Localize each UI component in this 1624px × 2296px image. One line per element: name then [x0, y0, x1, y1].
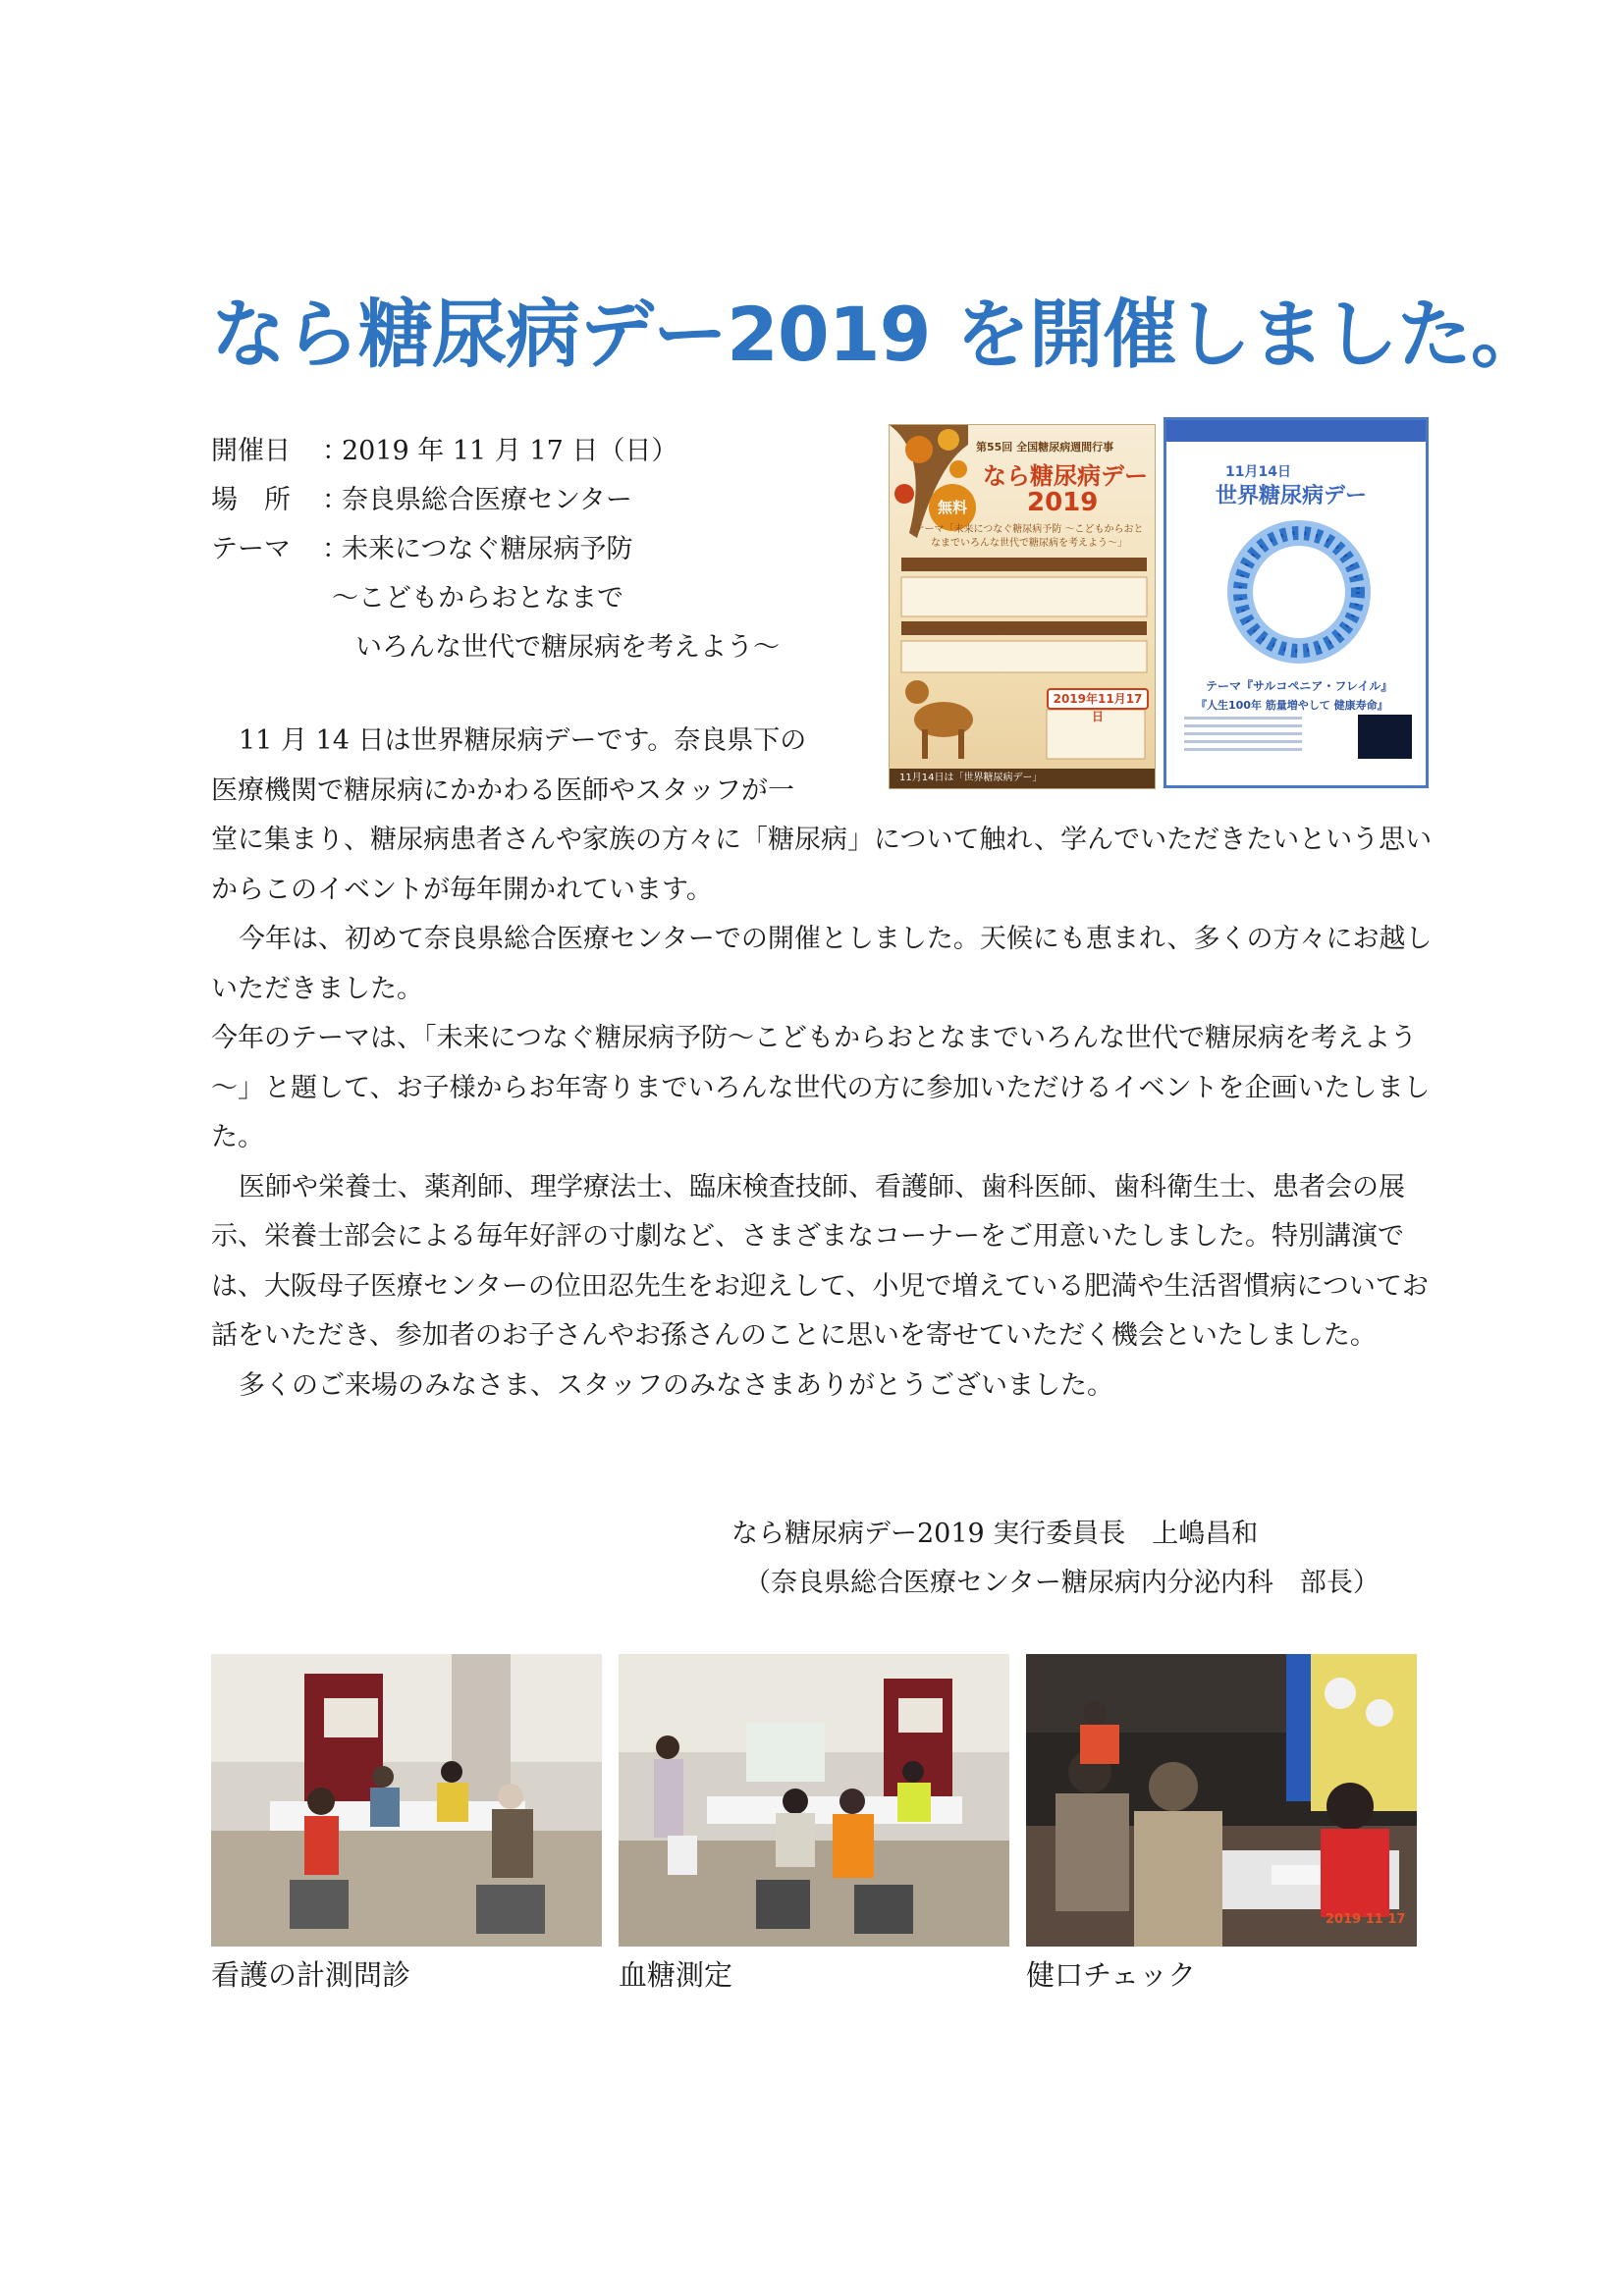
- flyer-footer: 11月14日は「世界糖尿病デー」: [890, 769, 1156, 788]
- flyer-theme: テーマ「未来につなぐ糖尿病予防 ～こどもからおとなまでいろんな世代で糖尿病を考えよう～」: [914, 524, 1144, 549]
- photo-nursing-interview: [211, 1654, 602, 1947]
- flyer-header: 第55回 全国糖尿病週間行事: [976, 441, 1114, 454]
- place-label: 場 所: [211, 485, 291, 515]
- date-label: 開催日: [211, 436, 291, 466]
- date-value: 2019 年 11 月 17 日（日）: [342, 436, 678, 466]
- poster-date: 11月14日: [1225, 464, 1291, 480]
- paragraph-1-rest: 堂に集まり、糖尿病患者さんや家族の方々に「糖尿病」について触れ、学んでいただきたいという思いからこのイベントが毎年開かれています。: [211, 825, 1433, 905]
- flyer-title: なら糖尿病デー: [983, 462, 1148, 490]
- flyer-year: 2019: [1027, 488, 1099, 517]
- free-badge: 無料: [929, 484, 976, 531]
- paragraph-4: 医師や栄養士、薬剤師、理学療法士、臨床検査技師、看護師、歯科医師、歯科衛生士、患者会の展示、栄養士部会による毎年好評の寸劇など、さまざまなコーナーをご用意いたしました。特別講演では、大阪母子医療センターの位田忍先生をお迎えして、小児で増えている肥満や生活習慣病についてお話をいただき、参加者のお子さんやお孫さんのことに思いを寄せていただく機会といたしました。: [211, 1171, 1429, 1351]
- caption-blood-glucose: 血糖測定: [619, 1958, 733, 1992]
- poster-subtheme: 『人生100年 筋量増やして 健康寿命』: [1196, 699, 1388, 712]
- photo-blood-glucose-test: [619, 1654, 1009, 1947]
- colon: ：: [322, 436, 349, 466]
- signature-line-2: （奈良県総合医療センター糖尿病内分泌内科 部長）: [744, 1568, 1380, 1598]
- theme-continuation-2: いろんな世代で糖尿病を考えよう～: [355, 632, 780, 663]
- paragraph-1: [211, 717, 1438, 915]
- photo-oral-checkup: [1026, 1654, 1417, 1947]
- theme-value: 未来につなぐ糖尿病予防: [342, 534, 633, 564]
- photo-date-stamp: 2019 11 17: [1326, 1912, 1406, 1927]
- poster-band: [1166, 420, 1426, 442]
- theme-label: テーマ: [211, 534, 291, 564]
- signature-line-1: なら糖尿病デー2019 実行委員長 上嶋昌和: [731, 1519, 1259, 1549]
- blue-circle-icon: [1220, 513, 1378, 670]
- date-row: [211, 427, 879, 476]
- article-body: [211, 717, 1438, 1411]
- paragraph-1-line-2: 医療機関で糖尿病にかかわる医師やスタッフが一: [211, 774, 794, 806]
- theme-continuation-1: ～こどもからおとなまで: [332, 583, 623, 614]
- caption-oral-check: 健口チェック: [1026, 1958, 1197, 1992]
- paragraph-1-line-1: 11 月 14 日は世界糖尿病デーです。奈良県下の: [239, 725, 807, 756]
- paragraph-2: 今年は、初めて奈良県総合医療センターでの開催としました。天候にも恵まれ、多くの方々にお越しいただきました。: [211, 924, 1433, 1004]
- signature: [731, 1510, 1380, 1608]
- caption-nursing-interview: 看護の計測問診: [211, 1958, 411, 1992]
- paragraph-3: 今年のテーマは、「未来につなぐ糖尿病予防～こどもからおとなまでいろんな世代で糖尿病を考えよう～」と題して、お子様からお年寄りまでいろんな世代の方に参加いただけるイベントを企画いたしました。: [211, 1023, 1431, 1152]
- theme-row: [211, 525, 879, 574]
- place-row: [211, 476, 879, 525]
- paragraph-5: 多くのご来場のみなさま、スタッフのみなさまありがとうございました。: [239, 1369, 1113, 1401]
- event-info: [211, 427, 879, 672]
- poster-theme: テーマ『サルコペニア・フレイル』: [1206, 679, 1393, 693]
- colon: ：: [322, 534, 349, 564]
- page-title: なら糖尿病デー2019 を開催しました。: [211, 291, 1544, 378]
- flyer-date: 2019年11月17日: [1047, 688, 1149, 710]
- colon: ：: [322, 485, 349, 515]
- poster-title: 世界糖尿病デー: [1216, 484, 1368, 508]
- place-value: 奈良県総合医療センター: [342, 485, 632, 515]
